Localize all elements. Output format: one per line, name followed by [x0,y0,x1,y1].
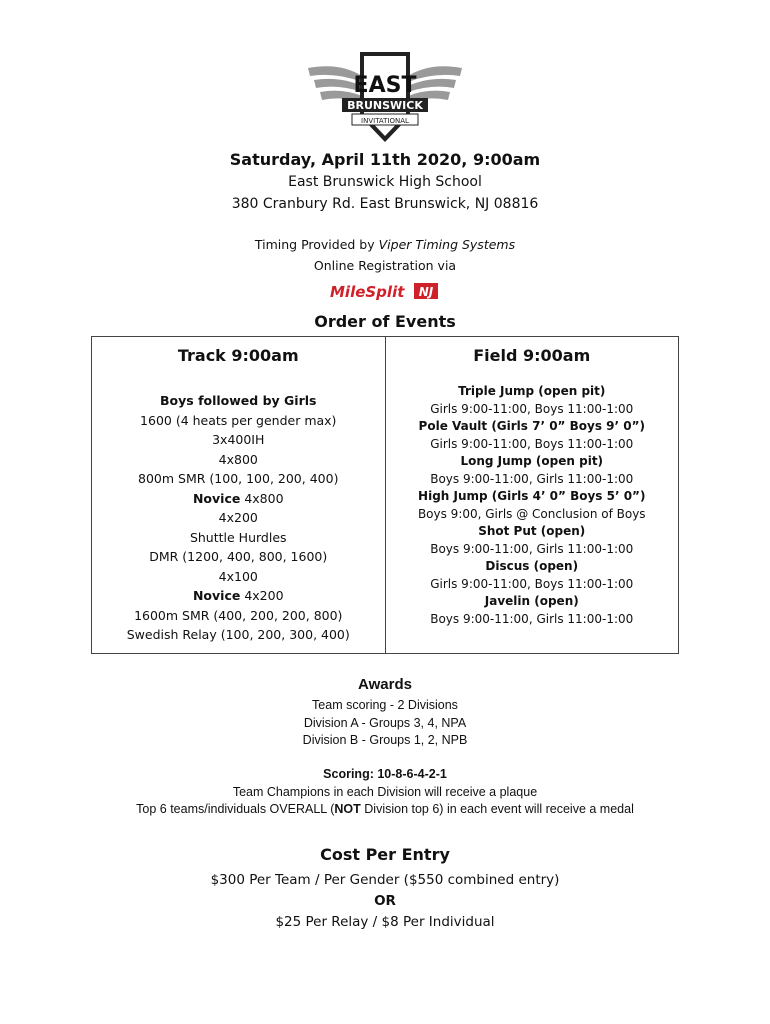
field-event-name: Triple Jump (open pit) [458,384,606,398]
track-title: Track 9:00am [177,346,299,365]
cost-or: OR [374,893,396,909]
track-event: Shuttle Hurdles [189,529,287,545]
awards-title: Awards [358,676,412,693]
field-event-name: Javelin (open) [484,594,579,608]
track-event: 4x100 [218,568,258,584]
events-table [91,336,679,654]
logo-brunswick-text: BRUNSWICK [347,99,423,112]
track-event: 1600 (4 heats per gender max) [140,412,337,428]
novice-event: 4x200 [240,588,284,603]
field-event-time: Boys 9:00-11:00, Girls 11:00-1:00 [430,611,634,626]
field-event-name: Pole Vault (Girls 7’ 0” Boys 9’ 0”) [418,419,645,433]
east-brunswick-invitational-logo [300,46,470,146]
field-event-time: Girls 9:00-11:00, Boys 11:00-1:00 [430,401,634,416]
medal-not: NOT [334,802,361,816]
field-event-time: Boys 9:00-11:00, Girls 11:00-1:00 [430,471,634,486]
scoring-details [0,766,770,819]
track-event: DMR (1200, 400, 800, 1600) [149,549,328,564]
cost-line: $300 Per Team / Per Gender ($550 combined entry) [210,872,560,888]
track-event-novice [92,586,385,606]
field-event-name: Long Jump (open pit) [460,454,604,468]
medal-line [0,801,770,819]
school-name: East Brunswick High School [288,174,482,190]
milesplit-badge: NJ [418,285,434,299]
cost-title: Cost Per Entry [320,845,450,864]
novice-label: Novice [192,490,241,506]
track-event: 3x400IH [212,432,265,447]
track-event: 4x800 [218,451,258,467]
event-date: Saturday, April 11th 2020, 9:00am [229,150,541,169]
cost-details [0,870,770,933]
logo-invitational-text: INVITATIONAL [361,117,409,125]
timing-company: Viper Timing Systems [378,237,516,252]
field-event-time: Girls 9:00-11:00, Boys 11:00-1:00 [430,436,634,451]
cost-line: $25 Per Relay / $8 Per Individual [275,914,495,930]
awards-line: Division A - Groups 3, 4, NPA [303,715,467,730]
track-event: 800m SMR (100, 100, 200, 400) [138,471,339,486]
track-column [92,337,385,653]
milesplit-nj-logo [330,281,440,301]
track-event: 4x200 [218,510,258,525]
school-address: 380 Cranbury Rd. East Brunswick, NJ 08816 [231,196,539,212]
field-title: Field 9:00am [473,346,591,365]
track-event: 1600m SMR (400, 200, 200, 800) [134,607,343,623]
field-event-name: Discus (open) [485,559,579,573]
timing-prefix: Timing Provided by [254,237,379,252]
order-of-events-title: Order of Events [314,312,456,331]
track-event-list [92,391,385,645]
field-event-name: Shot Put (open) [478,524,586,538]
medal-post: Division top 6) in each event will receive a medal [360,802,634,816]
registration-line: Online Registration via [313,258,457,273]
plaque-line: Team Champions in each Division will receive a plaque [232,784,538,799]
track-subtitle: Boys followed by Girls [160,393,317,408]
scoring-line: Scoring: 10-8-6-4-2-1 [323,767,447,781]
medal-pre: Top 6 teams/individuals OVERALL ( [136,802,335,816]
milesplit-text: MileSplit [330,283,405,301]
field-event-time: Boys 9:00-11:00, Girls 11:00-1:00 [430,541,634,556]
field-column [385,337,679,653]
awards-line: Team scoring - 2 Divisions [312,698,458,712]
novice-label: Novice [192,588,241,603]
logo-east-text: EAST [353,73,417,98]
novice-event: 4x800 [240,490,284,506]
field-event-name: High Jump (Girls 4’ 0” Boys 5’ 0”) [418,489,646,503]
awards-details [0,697,770,750]
field-event-list [386,383,679,628]
field-event-time: Girls 9:00-11:00, Boys 11:00-1:00 [430,576,634,591]
awards-line: Division B - Groups 1, 2, NPB [302,733,468,747]
track-event: Swedish Relay (100, 200, 300, 400) [126,627,350,642]
field-event-time: Boys 9:00, Girls @ Conclusion of Boys [417,506,646,521]
track-event-novice [92,489,385,509]
timing-line [0,234,770,255]
